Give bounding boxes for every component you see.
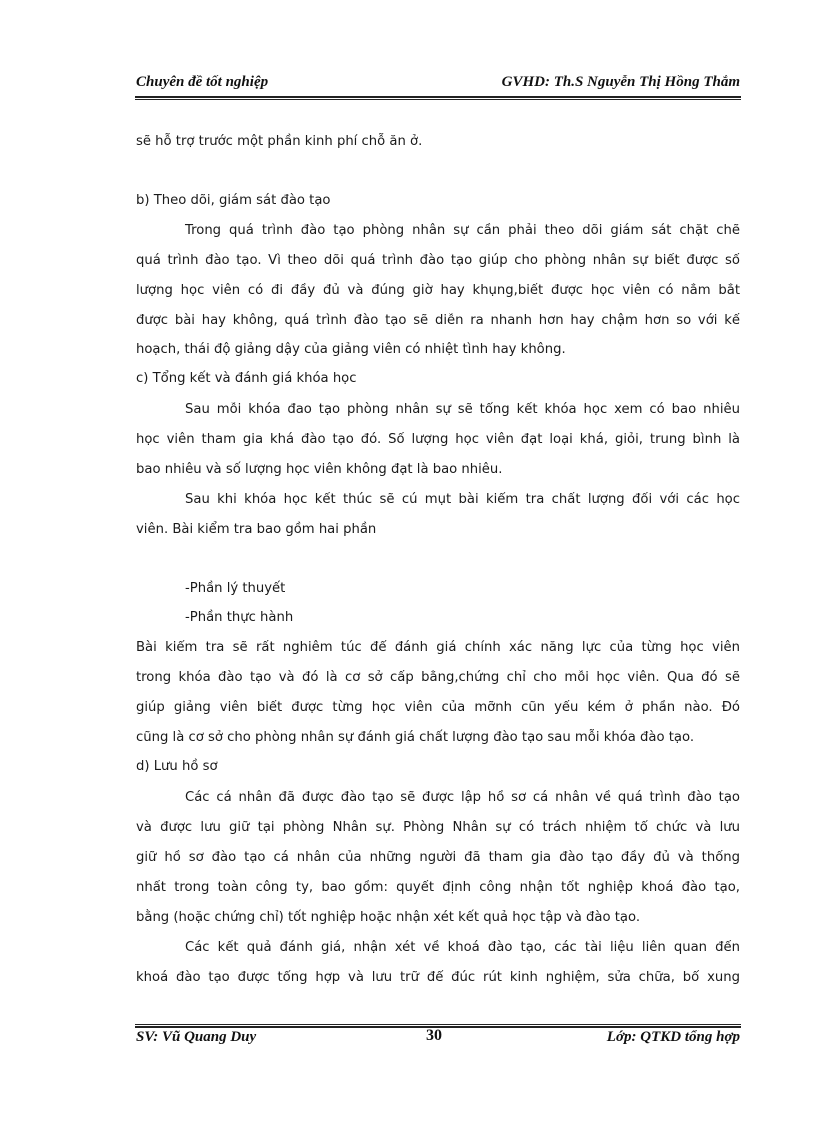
text-line: Các cá nhân đã được đào tạo sẽ được lập hồ sơ cá nhân về quá trình đào tạo — [185, 790, 740, 805]
header-supervisor: GVHD: Th.S Nguyễn Thị Hồng Thắm — [501, 74, 740, 90]
text-line: quá trình đào tạo. Vì theo dõi quá trình đào tạo giúp cho phòng nhân sự biết được số — [136, 253, 740, 268]
text-line: cũng là cơ sở cho phòng nhân sự đánh giá chất lượng đào tạo sau mỗi khóa đào tạo. — [136, 730, 695, 745]
text-line: trong khóa đào tạo và đó là cơ sở cấp bằng,chứng chỉ cho mỗi học viên. Qua đó sẽ — [136, 670, 740, 685]
text-line: Sau khi khóa học kết thúc sẽ cú mụt bài kiểm tra chất lượng đối với các học — [185, 492, 740, 507]
text-line: được bài hay không, quá trình đào tạo sẽ diễn ra nhanh hơn hay chậm hơn so với kế — [136, 313, 740, 328]
section-heading: d) Lưu hồ sơ — [136, 759, 218, 774]
text-line: Các kết quả đánh giá, nhận xét về khoá đào tạo, các tài liệu liên quan đến — [185, 940, 740, 955]
text-line: bao nhiêu và số lượng học viên không đạt là bao nhiêu. — [136, 462, 503, 477]
text-line: lượng học viên có đi đầy đủ và đúng giờ hay khụng,biết được học viên có nắm bắt — [136, 283, 740, 298]
text-line: nhất trong toàn công ty, bao gồm: quyết định công nhận tốt nghiệp khoá đào tạo, — [136, 880, 740, 895]
section-heading: c) Tổng kết và đánh giá khóa học — [136, 371, 357, 386]
text-line: giúp giảng viên biết được từng học viên của mỡnh cũn yếu kém ở phần nào. Đó — [136, 700, 740, 715]
text-line: khoá đào tạo được tổng hợp và lưu trữ để đúc rút kinh nghiệm, sửa chữa, bổ xung — [136, 970, 740, 985]
text-line: Bài kiểm tra sẽ rất nghiêm túc để đánh giá chính xác năng lực của từng học viên — [136, 640, 740, 655]
page-number: 30 — [426, 1027, 442, 1044]
text-line: hoạch, thái độ giảng dậy của giảng viên có nhiệt tình hay không. — [136, 342, 566, 357]
text-line: bằng (hoặc chứng chỉ) tốt nghiệp hoặc nhận xét kết quả học tập và đào tạo. — [136, 910, 641, 925]
text-line: viên. Bài kiểm tra bao gồm hai phần — [136, 522, 377, 537]
list-item: -Phần thực hành — [185, 610, 294, 625]
header-title: Chuyên đề tốt nghiệp — [136, 74, 269, 90]
text-line: và được lưu giữ tại phòng Nhân sự. Phòng Nhân sự có trách nhiệm tổ chức và lưu — [136, 820, 740, 835]
list-item: -Phần lý thuyết — [185, 581, 286, 596]
section-heading: b) Theo dõi, giám sát đào tạo — [136, 193, 331, 208]
text-line: Trong quá trình đào tạo phòng nhân sự cần phải theo dõi giám sát chặt chẽ — [185, 223, 740, 238]
text-line: sẽ hỗ trợ trước một phần kinh phí chỗ ăn ở. — [136, 134, 423, 149]
footer-class: Lớp: QTKD tổng hợp — [606, 1029, 740, 1045]
footer-student: SV: Vũ Quang Duy — [136, 1029, 257, 1045]
text-line: học viên tham gia khá đào tạo đó. Số lượng học viên đạt loại khá, giỏi, trung bình là — [136, 432, 740, 447]
header-rule — [135, 96, 741, 100]
text-line: Sau mỗi khóa đao tạo phòng nhân sự sẽ tổng kết khóa học xem có bao nhiêu — [185, 402, 740, 417]
page-footer — [136, 1027, 740, 1049]
text-line: giữ hồ sơ đào tạo cá nhân của những người đã tham gia đào tạo đầy đủ và thống — [136, 850, 740, 865]
